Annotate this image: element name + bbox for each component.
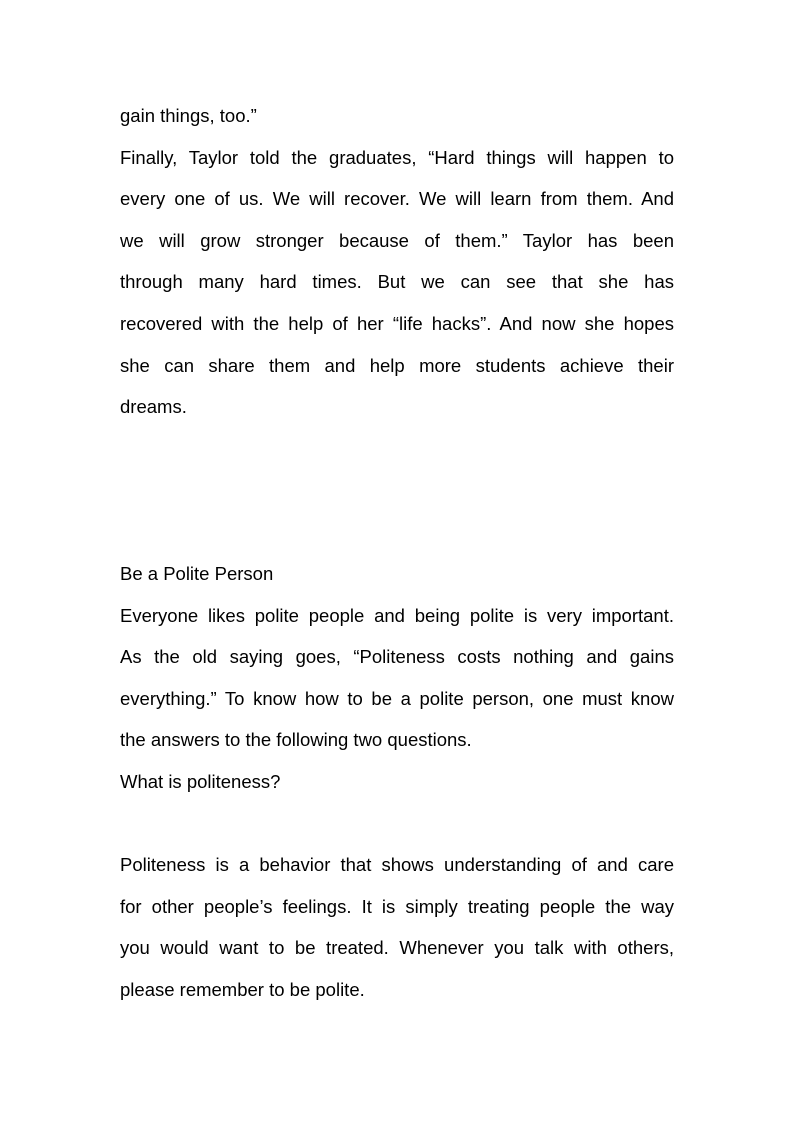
text-line: dreams. (120, 396, 187, 418)
text-line: recovered with the help of her “life hacks”. And now she hopes (120, 312, 674, 334)
text-line: Everyone likes polite people and being polite is very important. (120, 604, 674, 626)
text-line: through many hard times. But we can see that she has (120, 271, 674, 293)
text-line: please remember to be polite. (120, 978, 365, 1000)
text-line: the answers to the following two questions. (120, 729, 472, 751)
text-line: we will grow stronger because of them.” Taylor has been (120, 229, 674, 251)
taylor-passage (120, 95, 674, 428)
section-title: Be a Polite Person (120, 563, 274, 584)
polite-section (120, 553, 674, 803)
text-line: for other people’s feelings. It is simply treating people the way (120, 895, 674, 917)
text-line: As the old saying goes, “Politeness costs nothing and gains (120, 646, 674, 668)
text-line: Politeness is a behavior that shows understanding of and care (120, 854, 674, 875)
text-line: everything.” To know how to be a polite person, one must know (120, 687, 674, 709)
text-line: every one of us. We will recover. We will learn from them. And (120, 188, 674, 210)
text-line: you would want to be treated. Whenever you talk with others, (120, 937, 674, 959)
politeness-answer (120, 844, 674, 1010)
question-heading: What is politeness? (120, 770, 281, 792)
text-line: gain things, too.” (120, 105, 257, 126)
text-line: Finally, Taylor told the graduates, “Hard things will happen to (120, 146, 674, 168)
text-line: she can share them and help more students achieve their (120, 354, 674, 376)
